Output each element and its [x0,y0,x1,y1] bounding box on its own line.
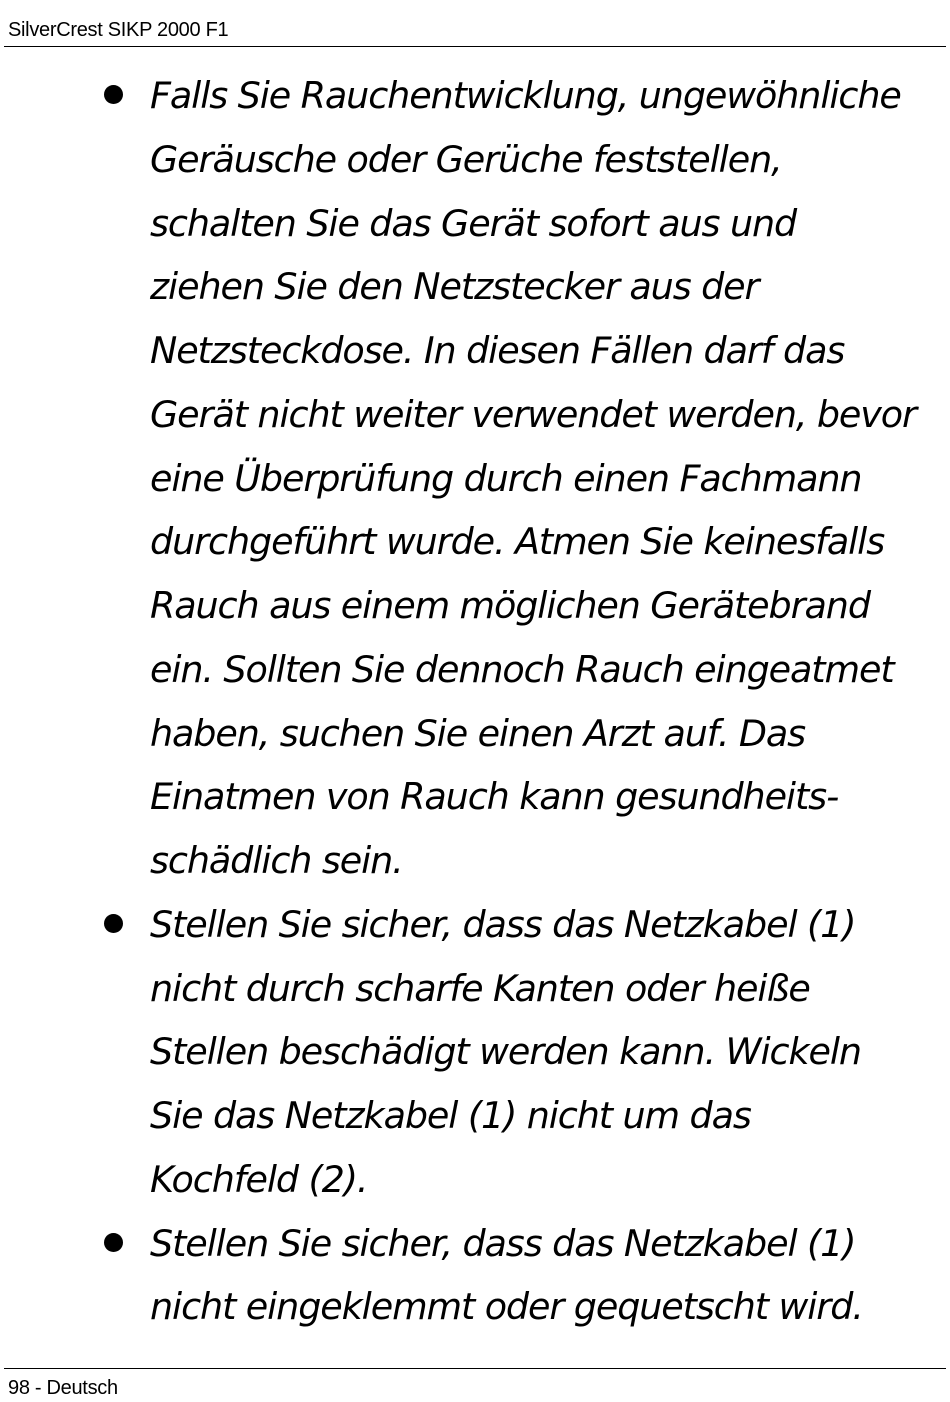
bullet-item-cable-pinch [0,1212,940,1340]
bullet-text-line: Falls Sie Rauchentwicklung, ungewöhnliche [150,74,901,117]
bullet-text-line: Netzsteckdose. In diesen Fällen darf das [150,329,845,372]
document-title: SilverCrest SIKP 2000 F1 [8,19,229,41]
header-divider [4,46,946,47]
bullet-text-line: Stellen beschädigt werden kann. Wickeln [150,1030,861,1074]
bullet-text-line: ziehen Sie den Netzstecker aus der [150,265,759,309]
bullet-text-line: nicht eingeklemmt oder gequetscht wird. [150,1285,863,1329]
bullet-text-line: Einatmen von Rauch kann gesundheits- [150,775,839,819]
page-number-label: 98 - Deutsch [8,1377,118,1399]
bullet-text-line: Geräusche oder Gerüche feststellen, [150,137,782,181]
bullet-text-line: haben, suchen Sie einen Arzt auf. Das [150,711,806,755]
bullet-icon [104,914,123,933]
bullet-text-line: schalten Sie das Gerät sofort aus und [150,201,797,245]
footer-divider [4,1368,946,1369]
bullet-icon [104,1233,123,1252]
page-footer [0,1370,950,1402]
bullet-text-line: ein. Sollten Sie dennoch Rauch eingeatmet [150,647,894,691]
bullet-text-line: Stellen Sie sicher, dass das Netzkabel (1) [150,1221,856,1265]
bullet-text-line: nicht durch scharfe Kanten oder heiße [150,966,810,1010]
bullet-item-smoke [0,64,940,893]
page-header [0,0,950,48]
bullet-text-line: Kochfeld (2). [150,1157,368,1201]
bullet-text-line: schädlich sein. [150,839,403,882]
bullet-text-line: durchgeführt wurde. Atmen Sie keinesfalls [150,520,885,564]
bullet-icon [104,85,123,104]
bullet-item-cable-edges [0,893,940,1212]
bullet-text-line: Sie das Netzkabel (1) nicht um das [150,1094,751,1137]
bullet-text-line: eine Überprüfung durch einen Fachmann [150,456,862,500]
safety-instructions [0,64,950,1339]
bullet-text-line: Rauch aus einem möglichen Gerätebrand [150,584,870,627]
bullet-text-line: Stellen Sie sicher, dass das Netzkabel (1) [150,902,856,946]
bullet-text-line: Gerät nicht weiter verwendet werden, bevor [150,392,916,436]
